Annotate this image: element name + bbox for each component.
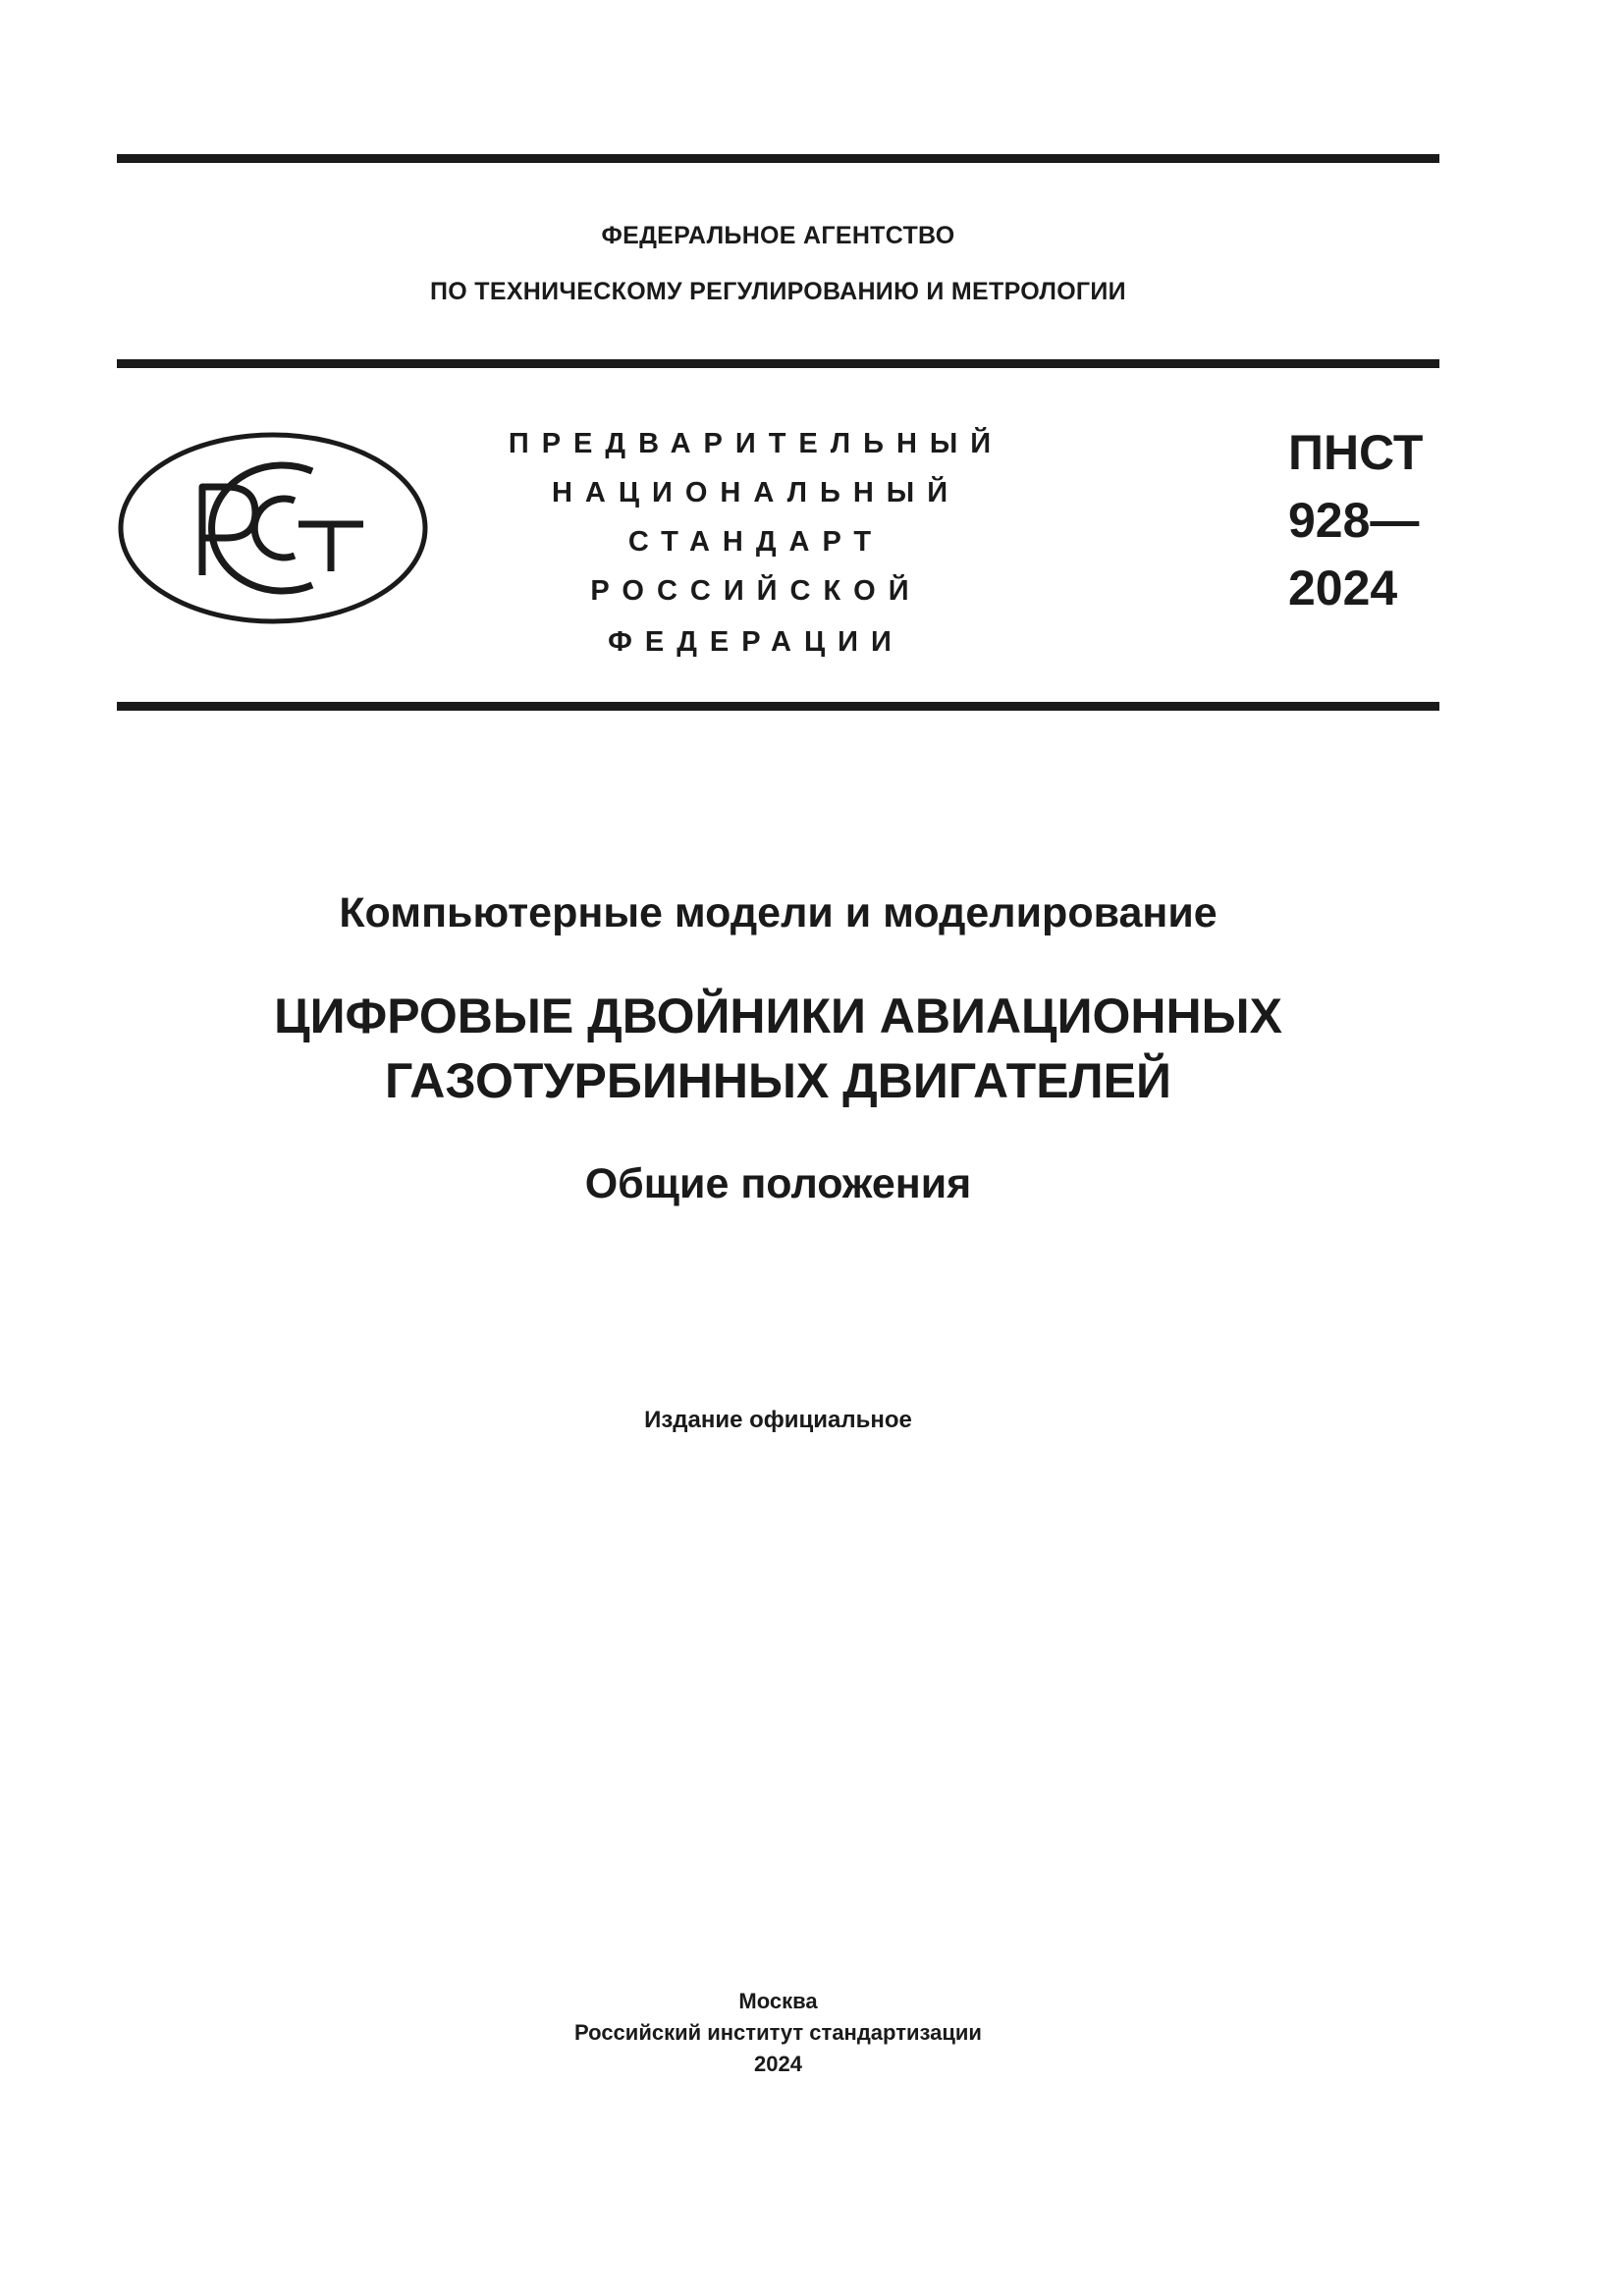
standard-type-line3: СТАНДАРТ: [627, 526, 885, 558]
header-bottom-rule: [117, 702, 1439, 711]
document-title-line2: ГАЗОТУРБИННЫХ ДВИГАТЕЛЕЙ: [385, 1053, 1171, 1108]
standard-type-line5: ФЕДЕРАЦИИ: [608, 626, 904, 658]
publisher-city: Москва: [738, 1989, 818, 2013]
publisher-organization: Российский институт стандартизации: [574, 2020, 982, 2045]
standard-designation-year: 2024: [1288, 561, 1398, 615]
standard-type-line1: ПРЕДВАРИТЕЛЬНЫЙ: [508, 428, 1004, 459]
standard-type-line4: РОССИЙСКОЙ: [590, 575, 922, 607]
header-divider-rule: [117, 359, 1439, 368]
standard-designation-prefix: ПНСТ: [1288, 425, 1424, 480]
top-rule: [117, 154, 1439, 163]
agency-name-line1: ФЕДЕРАЛЬНОЕ АГЕНТСТВО: [601, 222, 955, 249]
document-title-line1: ЦИФРОВЫЕ ДВОЙНИКИ АВИАЦИОННЫХ: [274, 988, 1282, 1043]
edition-label: Издание официальное: [644, 1407, 912, 1433]
standard-designation-number: 928—: [1288, 493, 1420, 548]
document-subject: Компьютерные модели и моделирование: [339, 889, 1218, 936]
agency-name-line2: ПО ТЕХНИЧЕСКОМУ РЕГУЛИРОВАНИЮ И МЕТРОЛОГИИ: [430, 278, 1126, 305]
publication-year: 2024: [754, 2052, 802, 2076]
document-subtitle: Общие положения: [584, 1160, 972, 1207]
rst-mark-icon: [116, 430, 430, 626]
standard-type-line2: НАЦИОНАЛЬНЫЙ: [551, 477, 961, 508]
